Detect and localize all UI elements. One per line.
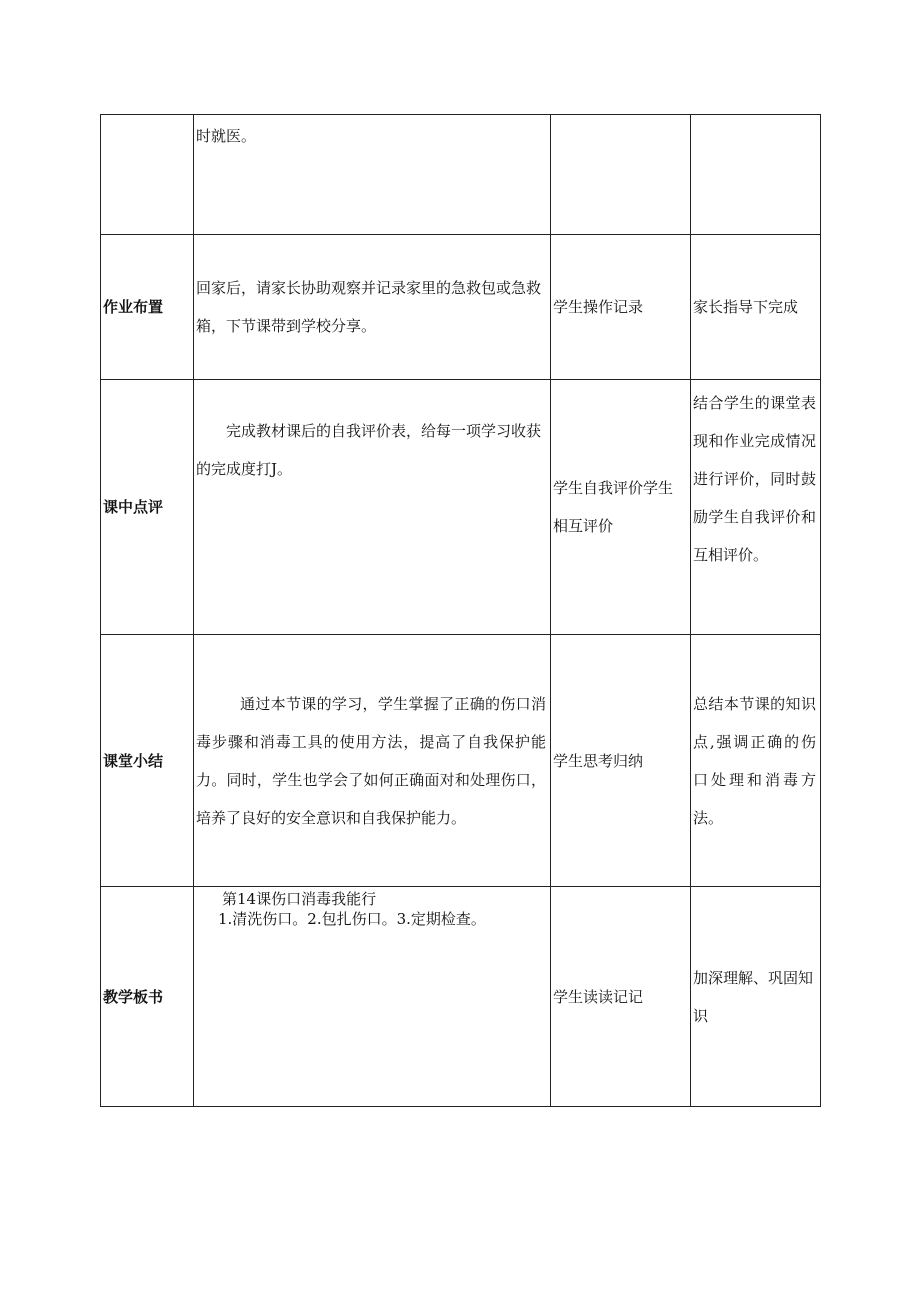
row-activity [551,115,691,235]
row-activity: 学生读读记记 [551,887,691,1107]
row-activity: 学生操作记录 [551,235,691,380]
row-label: 课堂小结 [101,635,194,887]
lesson-plan-table [100,114,821,1107]
row-activity: 学生思考归纳 [551,635,691,887]
row-intent [691,235,821,380]
row-content [194,235,551,380]
table-row [101,887,821,1107]
intent-text: 结合学生的课堂表现和作业完成情况进行评价，同时鼓励学生自我评价和互相评价。 [693,394,816,564]
row-intent [691,887,821,1107]
board-title: 第14课伤口消毒我能行 [222,890,377,908]
board-steps: 1.清洗伤口。2.包扎伤口。3.定期检查。 [218,910,486,928]
intent-text: 家长指导下完成 [693,298,799,316]
row-intent [691,635,821,887]
row-content [194,115,551,235]
row-activity: 学生自我评价学生相互评价 [551,380,691,635]
intent-text: 总结本节课的知识点,强调正确的伤口处理和消毒方法。 [693,694,816,827]
row-content [194,380,551,635]
content-text: 回家后，请家长协助观察并记录家里的急救包或急救箱，下节课带到学校分享。 [196,279,542,335]
row-content [194,635,551,887]
row-label: 作业布置 [101,235,194,380]
row-label: 教学板书 [101,887,194,1107]
intent-text: 加深理解、巩固知识 [693,968,814,1025]
content-text: 完成教材课后的自我评价表，给每一项学习收获的完成度打J。 [196,422,542,478]
row-intent [691,115,821,235]
table-row [101,380,821,635]
content-text: 时就医。 [196,127,257,145]
row-label [101,115,194,235]
table-row [101,235,821,380]
table-row [101,635,821,887]
content-text: 通过本节课的学习，学生掌握了正确的伤口消毒步骤和消毒工具的使用方法，提高了自我保护能力。同时，学生也学会了如何正确面对和处理伤口，培养了良好的安全意识和自我保护能力。 [196,694,546,827]
table-row [101,115,821,235]
row-intent [691,380,821,635]
row-label: 课中点评 [101,380,194,635]
board-content [194,887,551,1107]
